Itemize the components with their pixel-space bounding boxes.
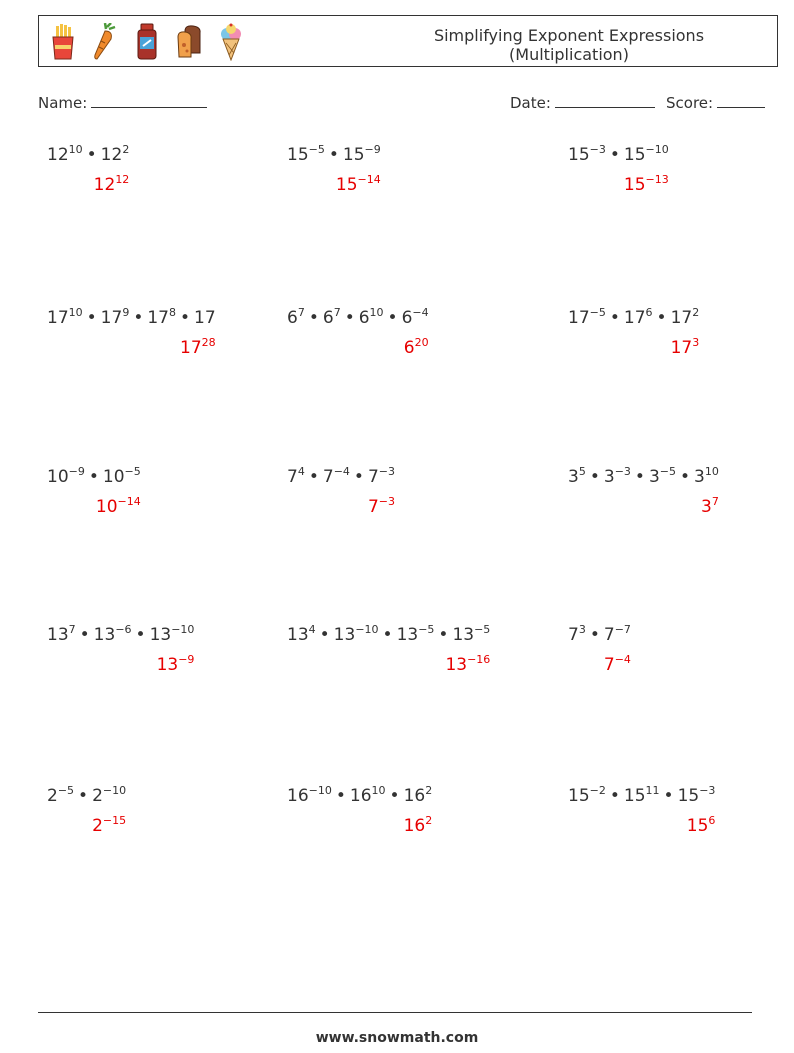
footer-website: www.snowmath.com: [315, 1030, 479, 1046]
multiply-dot: •: [79, 625, 90, 645]
term-exponent: −4: [412, 306, 429, 319]
term-exponent: −10: [308, 784, 332, 797]
problem-answer: [687, 816, 716, 836]
term-exponent: 10: [371, 784, 386, 797]
term-base: 6: [322, 308, 334, 328]
term-base: 17: [670, 308, 693, 328]
term-base: 17: [623, 308, 646, 328]
term-base: 16: [287, 786, 309, 806]
term-base: 17: [568, 308, 590, 328]
title-line-2: (Multiplication): [509, 45, 629, 64]
problem-answer: [445, 655, 490, 675]
answer-base: 16: [403, 816, 426, 836]
problem-answer: [604, 655, 631, 675]
term-base: 2: [92, 786, 103, 806]
term-base: 7: [322, 467, 334, 487]
term-base: 15: [623, 786, 646, 806]
term-base: 15: [342, 145, 365, 165]
term-exponent: 2: [692, 306, 700, 319]
answer-base: 3: [701, 497, 712, 517]
term-exponent: −5: [474, 623, 491, 636]
term-exponent: −2: [589, 784, 606, 797]
term-exponent: −3: [699, 784, 716, 797]
jar-icon: [133, 23, 161, 61]
term-base: 15: [287, 145, 309, 165]
term-exponent: −10: [171, 623, 195, 636]
term-base: 13: [149, 625, 172, 645]
term-exponent: −5: [418, 623, 435, 636]
term-base: 3: [568, 467, 579, 487]
term-base: 7: [603, 625, 615, 645]
term-exponent: −10: [645, 143, 669, 156]
answer-exponent: 28: [201, 336, 216, 349]
problem-question: [47, 145, 129, 165]
term-exponent: 2: [425, 784, 433, 797]
name-field: [38, 93, 207, 112]
problem-question: [47, 625, 194, 645]
answer-base: 17: [180, 338, 202, 358]
term-exponent: −7: [614, 623, 631, 636]
problem-question: [568, 145, 669, 165]
term-base: 3: [648, 467, 660, 487]
term-base: 13: [452, 625, 475, 645]
answer-exponent: 6: [708, 814, 716, 827]
problem-question: [287, 467, 395, 487]
answer-exponent: −14: [357, 173, 381, 186]
answer-exponent: −15: [102, 814, 127, 827]
worksheet-title: [369, 26, 769, 64]
problem-answer: [96, 497, 141, 517]
answer-exponent: −9: [178, 653, 195, 666]
multiply-dot: •: [319, 625, 330, 645]
multiply-dot: •: [609, 145, 620, 165]
answer-exponent: 2: [425, 814, 433, 827]
term-base: 3: [603, 467, 615, 487]
term-exponent: 4: [297, 465, 305, 478]
problem-question: [47, 308, 216, 328]
multiply-dot: •: [382, 625, 393, 645]
multiply-dot: •: [86, 308, 97, 328]
problem-answer: [404, 338, 429, 358]
answer-base: 12: [93, 175, 116, 195]
problem-answer: [180, 338, 216, 358]
footer-divider: [38, 1012, 752, 1013]
term-base: 16: [349, 786, 372, 806]
problem-question: [287, 145, 381, 165]
date-label: Date:: [510, 94, 551, 112]
term-exponent: 5: [578, 465, 586, 478]
problem-answer: [671, 338, 700, 358]
multiply-dot: •: [387, 308, 398, 328]
multiply-dot: •: [589, 467, 600, 487]
date-blank[interactable]: [555, 93, 655, 108]
multiply-dot: •: [86, 145, 97, 165]
multiply-dot: •: [589, 625, 600, 645]
date-field: [510, 93, 655, 112]
problem-question: [47, 467, 141, 487]
term-exponent: 2: [122, 143, 130, 156]
term-exponent: −3: [614, 465, 631, 478]
multiply-dot: •: [389, 786, 400, 806]
term-exponent: −9: [364, 143, 381, 156]
term-exponent: −9: [68, 465, 85, 478]
fries-icon: [49, 23, 77, 61]
score-field: [666, 93, 765, 112]
term-exponent: −5: [57, 784, 75, 797]
worksheet-header: [38, 15, 778, 67]
term-base: 17: [194, 308, 216, 328]
ice-cream-icon: [217, 23, 245, 61]
term-exponent: 7: [68, 623, 76, 636]
answer-exponent: −14: [117, 495, 141, 508]
problem-question: [568, 467, 719, 487]
answer-exponent: −4: [614, 653, 631, 666]
term-exponent: −4: [333, 465, 350, 478]
term-base: 10: [102, 467, 125, 487]
problem-answer: [157, 655, 195, 675]
answer-exponent: −3: [378, 495, 395, 508]
answer-base: 13: [156, 655, 179, 675]
term-base: 15: [623, 145, 646, 165]
answer-exponent: 3: [692, 336, 700, 349]
term-exponent: 11: [645, 784, 660, 797]
term-exponent: 10: [68, 143, 83, 156]
answer-exponent: 20: [414, 336, 429, 349]
problem-question: [287, 786, 432, 806]
term-exponent: 3: [578, 623, 586, 636]
multiply-dot: •: [609, 308, 620, 328]
term-base: 16: [403, 786, 426, 806]
term-exponent: 10: [68, 306, 83, 319]
term-exponent: 10: [704, 465, 719, 478]
answer-base: 15: [686, 816, 709, 836]
term-base: 17: [147, 308, 169, 328]
term-exponent: 7: [333, 306, 341, 319]
term-base: 15: [568, 786, 590, 806]
answer-base: 6: [403, 338, 415, 358]
multiply-dot: •: [135, 625, 146, 645]
multiply-dot: •: [353, 467, 364, 487]
term-base: 7: [287, 467, 298, 487]
term-exponent: −5: [308, 143, 325, 156]
problem-question: [568, 308, 699, 328]
multiply-dot: •: [328, 145, 339, 165]
term-base: 7: [568, 625, 579, 645]
term-base: 6: [358, 308, 370, 328]
term-exponent: −5: [589, 306, 606, 319]
multiply-dot: •: [344, 308, 355, 328]
problem-question: [287, 308, 429, 328]
answer-base: 2: [92, 816, 103, 836]
answer-exponent: −16: [467, 653, 491, 666]
problem-answer: [701, 497, 719, 517]
problem-answer: [336, 175, 381, 195]
term-base: 13: [333, 625, 356, 645]
multiply-dot: •: [656, 308, 667, 328]
problem-question: [568, 786, 715, 806]
multiply-dot: •: [335, 786, 346, 806]
title-line-1: Simplifying Exponent Expressions: [433, 26, 705, 45]
term-exponent: −3: [589, 143, 606, 156]
multiply-dot: •: [88, 467, 99, 487]
term-exponent: 9: [122, 306, 130, 319]
multiply-dot: •: [308, 467, 319, 487]
term-base: 13: [396, 625, 419, 645]
term-exponent: 4: [308, 623, 316, 636]
score-label: Score:: [666, 94, 714, 112]
carrot-icon: [91, 23, 119, 61]
multiply-dot: •: [179, 308, 191, 328]
name-blank[interactable]: [91, 93, 207, 108]
term-base: 12: [100, 145, 123, 165]
problem-question: [287, 625, 490, 645]
multiply-dot: •: [609, 786, 620, 806]
answer-base: 15: [335, 175, 358, 195]
problem-question: [47, 786, 126, 806]
term-base: 13: [47, 625, 69, 645]
multiply-dot: •: [634, 467, 645, 487]
term-base: 13: [93, 625, 116, 645]
multiply-dot: •: [308, 308, 319, 328]
problem-answer: [624, 175, 669, 195]
term-base: 6: [287, 308, 298, 328]
multiply-dot: •: [663, 786, 674, 806]
answer-base: 7: [367, 497, 379, 517]
term-exponent: −5: [659, 465, 676, 478]
answer-exponent: 12: [115, 173, 130, 186]
term-exponent: −3: [378, 465, 395, 478]
problem-answer: [92, 816, 126, 836]
answer-base: 7: [603, 655, 615, 675]
problem-answer: [94, 175, 130, 195]
score-blank[interactable]: [717, 93, 765, 108]
term-base: 15: [568, 145, 590, 165]
answer-base: 15: [623, 175, 646, 195]
term-exponent: 10: [369, 306, 384, 319]
toast-icon: [175, 23, 203, 61]
problem-answer: [404, 816, 433, 836]
term-base: 17: [100, 308, 123, 328]
term-exponent: −5: [124, 465, 141, 478]
multiply-dot: •: [679, 467, 691, 487]
term-base: 15: [677, 786, 700, 806]
answer-exponent: 7: [711, 495, 719, 508]
header-icons: [49, 22, 245, 62]
answer-exponent: −13: [645, 173, 669, 186]
problem-question: [568, 625, 631, 645]
answer-base: 17: [670, 338, 693, 358]
answer-base: 10: [95, 497, 118, 517]
term-base: 2: [47, 786, 58, 806]
term-exponent: −6: [115, 623, 132, 636]
term-base: 6: [401, 308, 413, 328]
multiply-dot: •: [78, 786, 89, 806]
term-base: 10: [47, 467, 69, 487]
term-base: 3: [694, 467, 705, 487]
multiply-dot: •: [133, 308, 144, 328]
name-label: Name:: [38, 94, 88, 112]
term-exponent: 8: [168, 306, 176, 319]
term-exponent: −10: [102, 784, 127, 797]
answer-base: 13: [445, 655, 468, 675]
term-base: 13: [287, 625, 309, 645]
term-exponent: 6: [645, 306, 653, 319]
problem-answer: [368, 497, 395, 517]
term-base: 12: [47, 145, 69, 165]
term-base: 17: [47, 308, 69, 328]
term-exponent: −10: [355, 623, 379, 636]
term-exponent: 7: [297, 306, 305, 319]
multiply-dot: •: [438, 625, 449, 645]
term-base: 7: [367, 467, 379, 487]
